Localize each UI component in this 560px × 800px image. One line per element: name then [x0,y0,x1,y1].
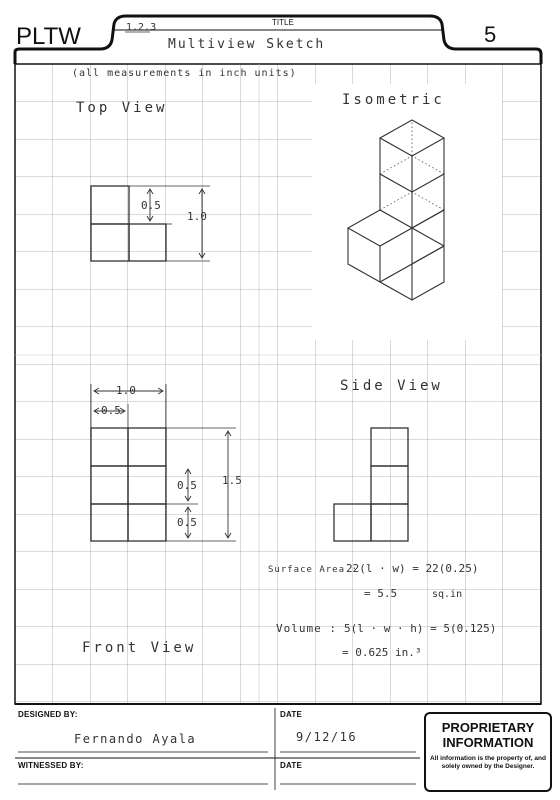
volume-label: Volume : [276,622,337,635]
page-number: 5 [484,22,497,47]
front-dim-height-b: 0.5 [177,516,197,529]
lesson-number: 1.2.3 [126,22,157,33]
top-dim-large: 1.0 [187,210,207,223]
top-dim-small: 0.5 [141,199,161,212]
surface-area-unit: sq.in [432,589,463,600]
volume-result: = 0.625 in.³ [342,646,422,659]
side-view-label: Side View [340,378,443,394]
isometric-label: Isometric [342,92,445,108]
top-view-label: Top View [76,100,168,116]
proprietary-title: PROPRIETARY INFORMATION [441,720,535,750]
surface-area-result: = 5.5 [364,587,398,600]
front-dim-height-full: 1.5 [222,474,242,487]
title-label: TITLE [272,18,294,27]
date-label-2: DATE [280,761,302,770]
sheet-title: Multiview Sketch [168,37,326,52]
front-view-label: Front View [82,640,197,656]
front-dim-width-half: 0.5 [101,404,121,417]
units-note: (all measurements in inch units) [72,68,297,79]
witnessed-by-label: WITNESSED BY: [18,761,84,770]
surface-area-formula: 22(l · w) = 22(0.25) [346,562,479,575]
date-value: 9/12/16 [296,730,358,744]
front-dim-height-a: 0.5 [177,479,197,492]
volume-formula: 5(l · w · h) = 5(0.125) [344,622,497,635]
surface-area-label: Surface Area : [268,565,358,575]
designer-name: Fernando Ayala [74,732,197,746]
brand-logo: PLTW [16,23,81,50]
proprietary-note: All information is the property of, and solely owned by the Designer. [430,755,546,770]
designed-by-label: DESIGNED BY: [18,710,78,719]
proprietary-box [424,712,552,792]
front-dim-width-full: 1.0 [116,384,136,397]
date-label: DATE [280,710,302,719]
